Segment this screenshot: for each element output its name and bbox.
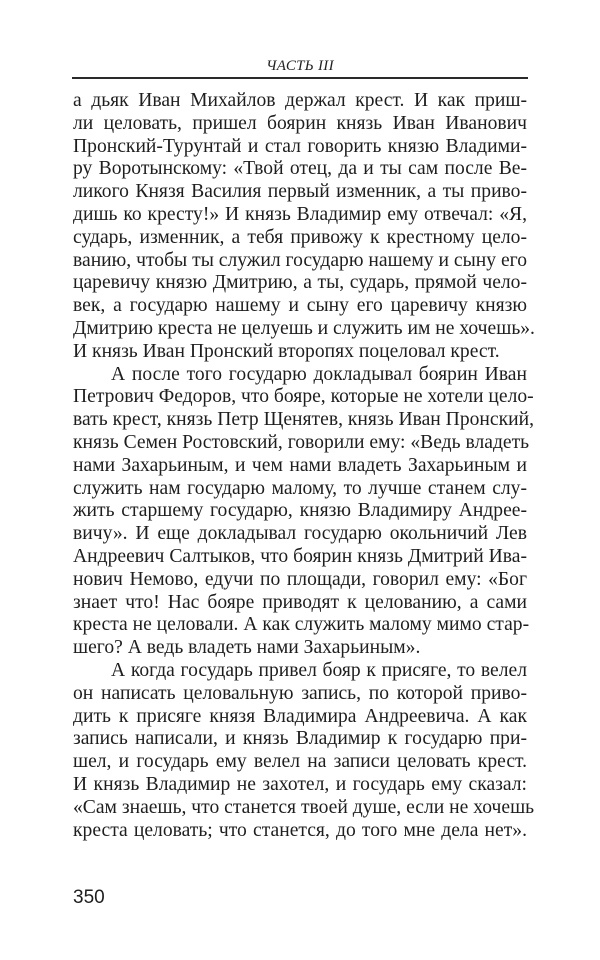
text-line: Андреевич Салтыков, что боярин князь Дмитрий Ива- <box>73 545 527 567</box>
text-line: креста не целовали. А как служить малому мимо стар- <box>73 614 530 636</box>
text-line: И князь Иван Пронский второпях поцеловал крест. <box>73 340 500 362</box>
text-line: А когда государь привел бояр к присяге, то велел <box>111 659 527 681</box>
text-line: А после того государю докладывал боярин Иван <box>111 363 527 385</box>
paragraph <box>73 90 535 364</box>
header-rule <box>72 77 528 79</box>
text-line: дишь ко кресту!» И князь Владимир ему отвечал: «Я, <box>73 203 527 225</box>
text-line: служить нам государю малому, то лучше станем слу- <box>73 477 527 499</box>
text-line: ру Воротынскому: «Твой отец, да и ты сам после Ве- <box>73 158 527 180</box>
text-line: нович Немово, едучи по площади, говорил ему: «Бог <box>73 568 527 590</box>
text-line: ли целовать, пришел боярин князь Иван Иванович <box>73 112 527 134</box>
text-line: Петрович Федоров, что бояре, которые не хотели цело- <box>73 386 534 408</box>
text-line: ликого Князя Василия первый изменник, а ты приво- <box>73 181 527 203</box>
text-line: вать крест, князь Петр Щенятев, князь Иван Пронский, <box>73 409 534 431</box>
text-line: креста целовать; что станется, до того мне дела нет». <box>73 819 527 841</box>
text-line: ванию, чтобы ты служил государю нашему и сыну его <box>73 249 527 271</box>
text-line: он написать целовальную запись, по которой приво- <box>73 682 527 704</box>
text-line: «Сам знаешь, что станется твоей душе, если не хочешь <box>73 796 535 818</box>
text-line: шего? А ведь владеть нами Захарьиным». <box>73 637 421 659</box>
text-line: нами Захарьиным, и чем нами владеть Захарьиным и <box>73 454 527 476</box>
text-line: шел, и государь ему велел на записи целовать крест. <box>73 751 527 773</box>
paragraph <box>73 363 534 660</box>
text-line: запись написали, и князь Владимир к государю при- <box>73 728 527 750</box>
text-line: сударь, изменник, а тебя привожу к крестному цело- <box>73 226 527 248</box>
paragraph <box>73 659 535 842</box>
body-text <box>73 90 535 842</box>
text-line: И князь Владимир не захотел, и государь ему сказал: <box>73 773 527 795</box>
text-line: царевичу князю Дмитрию, а ты, сударь, прямой чело- <box>73 272 527 294</box>
running-head: ЧАСТЬ III <box>266 58 334 74</box>
text-line: Пронский-Турунтай и стал говорить князю Владими- <box>73 135 527 157</box>
text-line: жить старшему государю, князю Владимиру Андрее- <box>73 500 527 522</box>
text-line: а дьяк Иван Михайлов держал крест. И как приш- <box>73 90 527 111</box>
page-number: 350 <box>73 887 105 908</box>
text-line: вичу». И еще докладывал государю окольничий Лев <box>73 523 527 545</box>
text-line: князь Семен Ростовский, говорили ему: «Ведь владеть <box>73 431 530 453</box>
text-line: Дмитрию креста не целуешь и служить им не хочешь». <box>73 317 535 339</box>
text-line: знает что! Нас бояре приводят к целованию, а сами <box>73 591 527 613</box>
text-line: век, а государю нашему и сыну его царевичу князю <box>73 295 527 317</box>
text-line: дить к присяге князя Владимира Андреевича. А как <box>73 705 527 727</box>
